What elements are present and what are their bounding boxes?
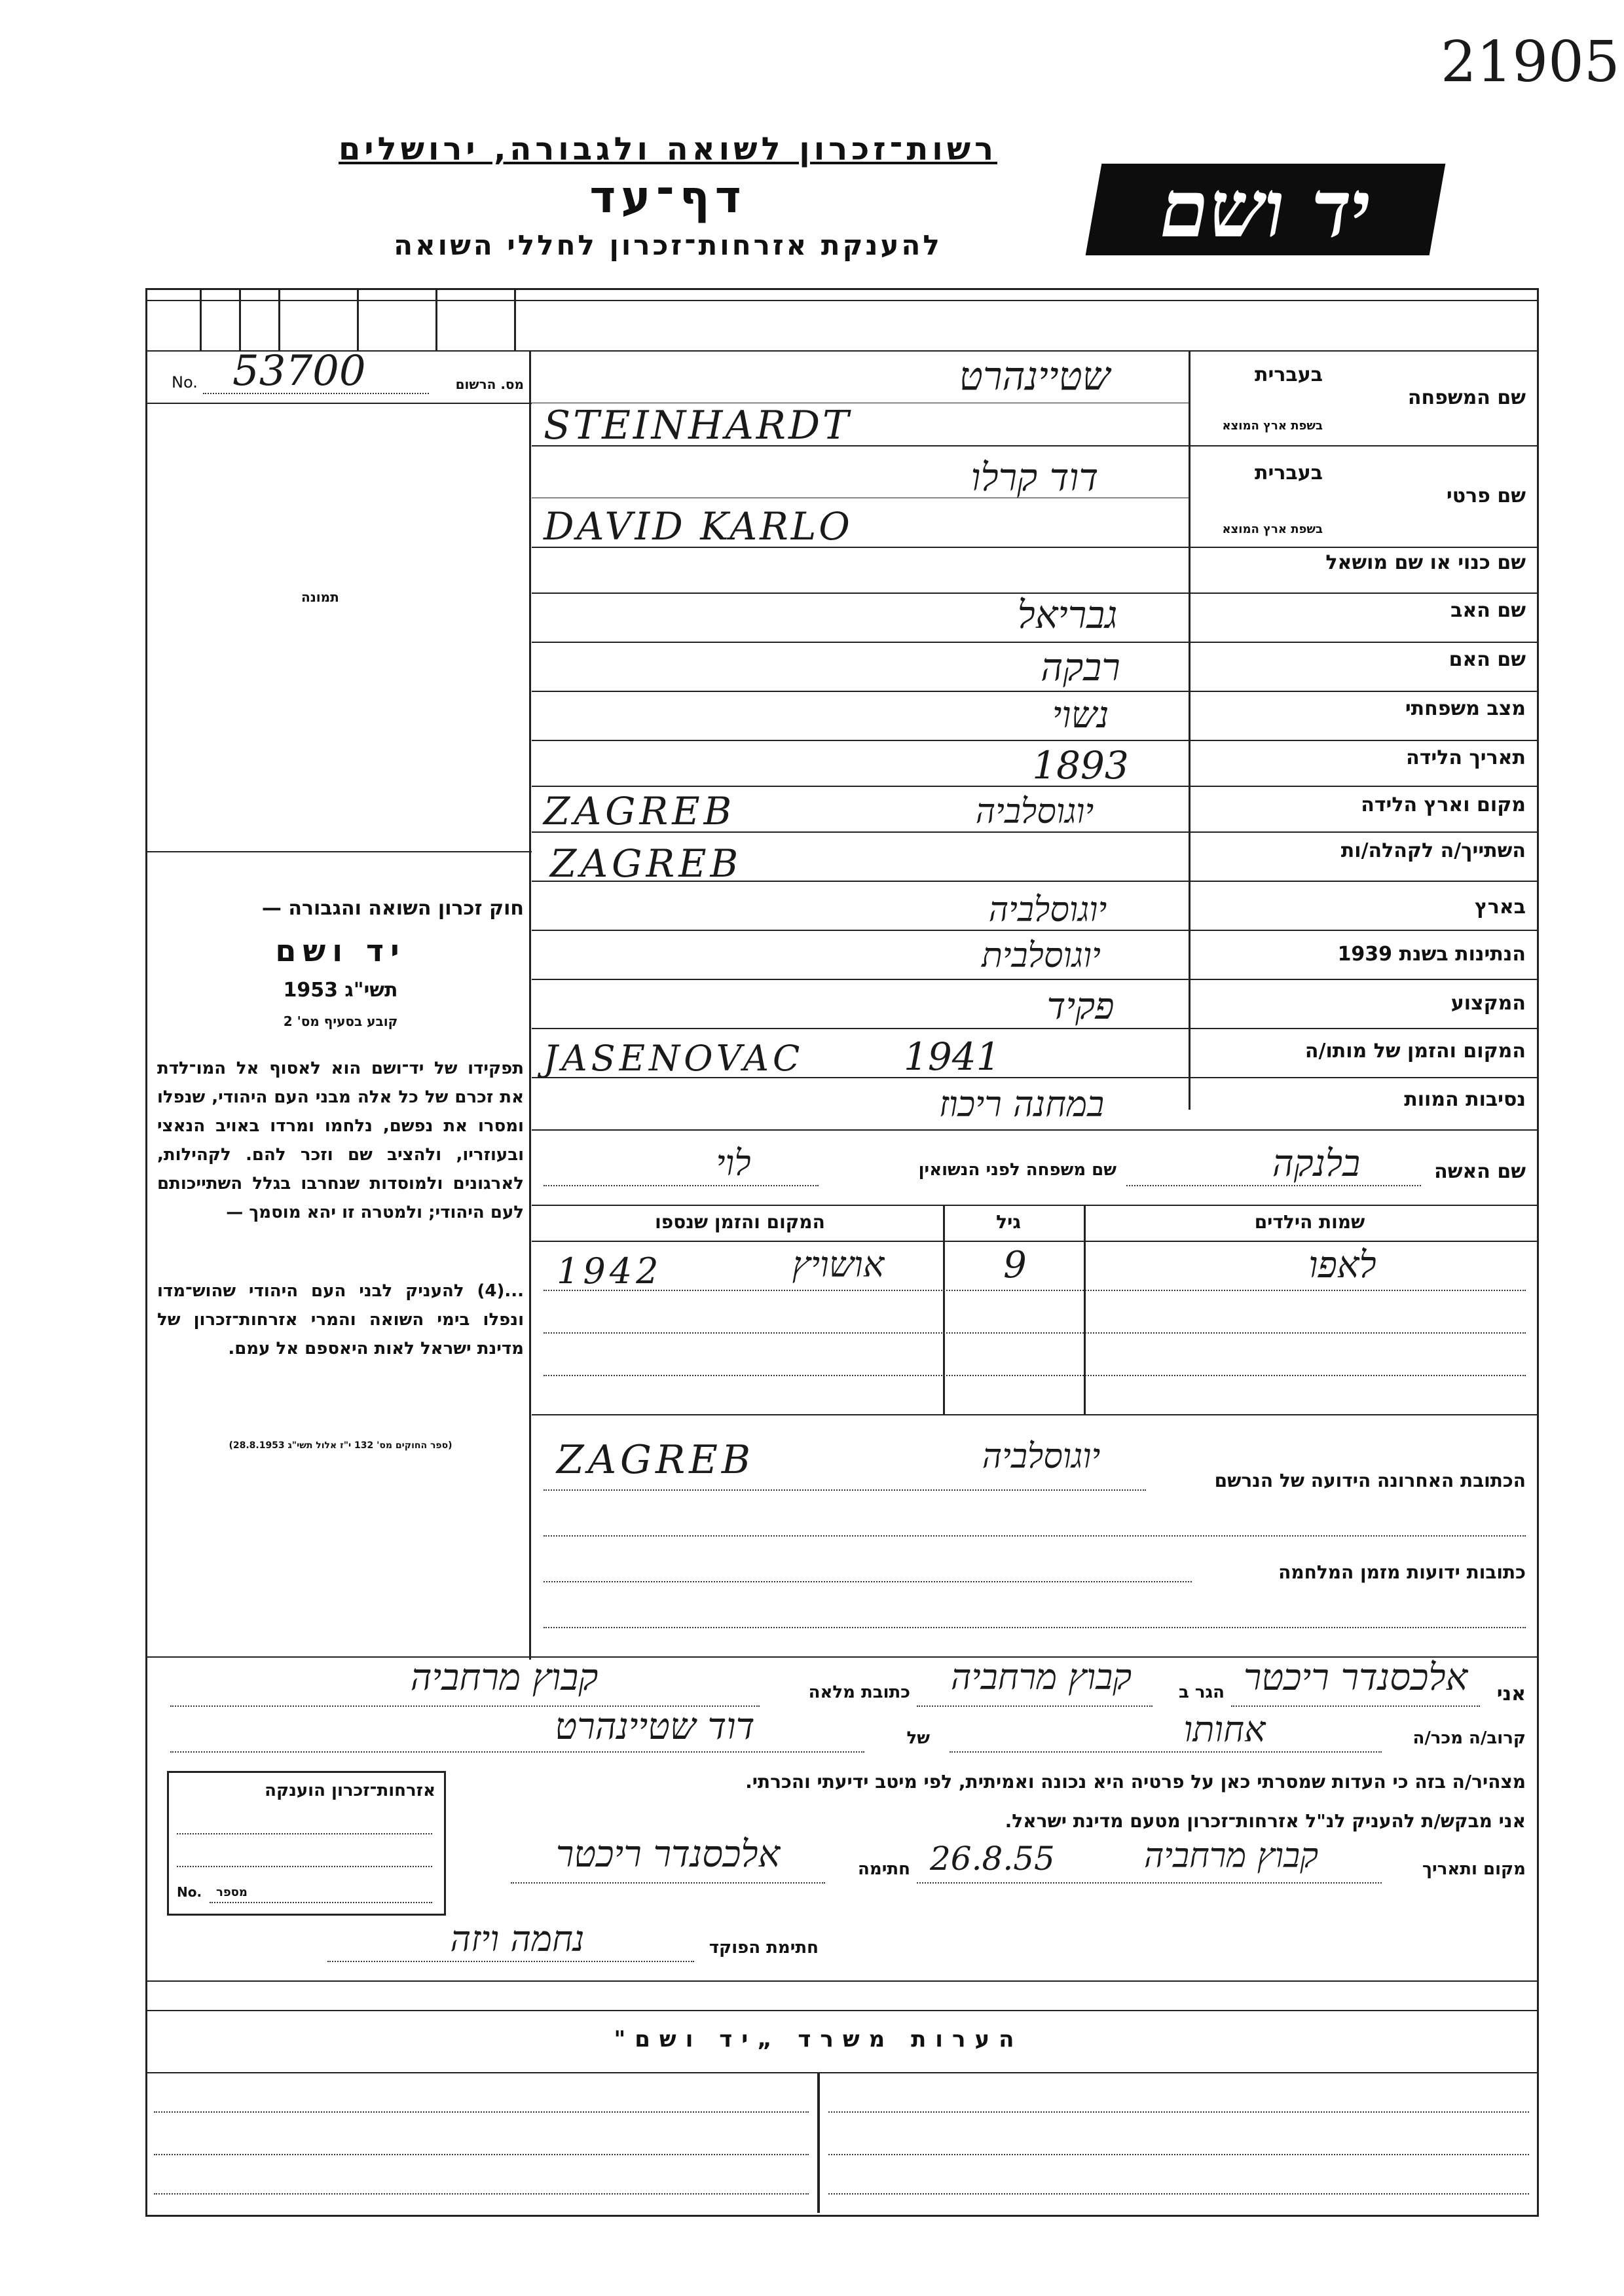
- of-label: של: [906, 1728, 930, 1748]
- left-column-divider: [529, 350, 531, 1660]
- law-citation: (ספר החוקים מס' 132 י"ז אלול תשי"ג 28.8.1953): [229, 1440, 452, 1451]
- address-label: כתובת מלאה: [808, 1683, 910, 1702]
- country-value: יוגוסלביה: [988, 890, 1107, 930]
- origin-label-2: בשפת ארץ המוצא: [1222, 522, 1323, 536]
- of-value: דוד שטיינהרט: [555, 1705, 755, 1748]
- mother-value: רבקה: [1041, 645, 1120, 689]
- children-age-header: גיל: [996, 1211, 1021, 1233]
- family-name-hebrew: שטיינהרט: [959, 354, 1111, 399]
- child-age: 9: [1003, 1244, 1027, 1286]
- children-names-header: שמות הילדים: [1254, 1211, 1365, 1233]
- family-name-label: שם המשפחה: [1407, 386, 1526, 409]
- country-label: בארץ: [1474, 896, 1526, 919]
- law-text-1: תפקידו של יד־ושם הוא לאסוף אל המו־לדת את זכרם של כל אלה מבני העם היהודי, שנפלו ומסרו את נפשם, נלחמו ומרדו באויב הנאצי ובעוזריו, ולהציב שם וזכר להם. לקהילות, לארגונים ולמוסדות שנחרבו בגלל השתייכותם לעם היהודי; ולמטרה זו יהא מוסמך —: [157, 1059, 524, 1222]
- citizenship-value: יוגוסלבית: [982, 936, 1101, 975]
- declarant-ani: אני: [1496, 1683, 1526, 1705]
- wife-value: בלנקה: [1272, 1142, 1361, 1185]
- family-name-origin: STEINHARDT: [544, 403, 852, 448]
- first-name-hebrew: דוד קרלו: [970, 455, 1099, 500]
- officer-signature: נחמה ויזה: [450, 1918, 585, 1959]
- photo-box-bottom: [145, 851, 532, 852]
- relative-label: קרוב/ה מכר/ה: [1412, 1728, 1526, 1748]
- declaration-place: קבוץ מרחביה: [1143, 1836, 1319, 1876]
- request-text: אני מבקש/ת להעניק לנ"ל אזרחות־זכרון מטעם מדינת ישראל.: [1005, 1810, 1526, 1832]
- yad-vashem-logo: יד ושם: [1086, 164, 1446, 255]
- maiden-label: שם משפחה לפני הנשואין: [918, 1160, 1116, 1180]
- registration-row-bottom: [145, 403, 532, 404]
- authority-title: רשות־זכרון לשואה ולגבורה, ירושלים: [338, 131, 998, 168]
- place-date-label: מקום ותאריך: [1422, 1859, 1526, 1879]
- resident-label: הגר ב: [1178, 1683, 1225, 1702]
- hebrew-label-1: בעברית: [1255, 363, 1323, 386]
- registration-label: מס. הרשום: [455, 376, 524, 392]
- community-label: השתייך/ה לקהלה/ות: [1340, 839, 1526, 862]
- birthplace-country: יוגוסלביה: [975, 792, 1094, 831]
- maiden-value: לוי: [716, 1142, 751, 1184]
- birthdate-value: 1893: [1032, 743, 1129, 788]
- resident-value: קבוץ מרחביה: [950, 1656, 1132, 1698]
- citizenship-box-no: No.: [177, 1884, 202, 1900]
- photo-label: תמונה: [301, 589, 339, 605]
- law-name: יד ושם: [275, 933, 406, 968]
- code-boxes: [160, 288, 534, 350]
- law-text-2: ...(4) להעניק לבני העם היהודי שהוש־מדו ונפלו בימי השואה והמרי אזרחות־זכרון של מדינת ישראל לאות היאספם אל עמם.: [157, 1281, 524, 1358]
- father-value: גבריאל: [1017, 592, 1118, 637]
- declarant-name: אלכסנדר ריכטר: [1243, 1656, 1468, 1699]
- address-value: קבוץ מרחביה: [410, 1656, 599, 1699]
- profession-label: המקצוע: [1450, 992, 1526, 1015]
- children-col-2: [943, 1205, 945, 1414]
- community-value: ZAGREB: [550, 841, 743, 886]
- citizenship-label: הנתינות בשנת 1939: [1337, 943, 1526, 966]
- hebrew-label-2: בעברית: [1255, 462, 1323, 484]
- children-place-header: המקום והזמן שנספו: [655, 1211, 825, 1233]
- child-name: לאפו: [1308, 1244, 1376, 1286]
- registration-number: 53700: [232, 347, 366, 395]
- last-address-country: יוגוסלביה: [982, 1437, 1101, 1476]
- declarant-signature: אלכסנדר ריכטר: [555, 1833, 781, 1876]
- birthdate-label: תאריך הלידה: [1406, 746, 1526, 769]
- death-place: JASENOVAC: [544, 1038, 804, 1079]
- law-year: תשי"ג 1953: [283, 979, 398, 1002]
- officer-label: חתימת הפוקד: [709, 1938, 819, 1958]
- origin-label-1: בשפת ארץ המוצא: [1222, 419, 1323, 433]
- death-label: המקום והזמן של מותו/ה: [1304, 1040, 1526, 1063]
- declaration-text: מצהיר/ה בזה כי העדות שמסרתי כאן על פרטיה היא נכונה ואמיתית, לפי מיטב ידיעתי והכרתי.: [745, 1771, 1526, 1793]
- notes-divider: [817, 2072, 820, 2213]
- form-title: דף־עד: [589, 172, 747, 223]
- law-title: חוק זכרון השואה והגבורה —: [261, 897, 524, 920]
- wartime-label: כתובות ידועות מזמן המלחמה: [1278, 1561, 1526, 1583]
- father-label: שם האב: [1450, 599, 1526, 622]
- first-name-label: שם פרטי: [1446, 484, 1526, 507]
- sheet-number: 21905: [1441, 29, 1620, 95]
- marital-value: נשוי: [1052, 694, 1109, 737]
- last-address-city: ZAGREB: [557, 1437, 755, 1483]
- death-year: 1941: [904, 1034, 1001, 1079]
- relation-value: אחותו: [1183, 1709, 1266, 1750]
- declaration-date: 26.8.55: [930, 1840, 1055, 1878]
- circumstances-value: במחנה ריכוז: [938, 1084, 1105, 1125]
- registration-no-label: No.: [172, 373, 198, 392]
- signature-label: חתימה: [858, 1859, 910, 1879]
- profession-value: פקיד: [1046, 985, 1115, 1028]
- child-death-year: 1942: [557, 1250, 663, 1292]
- marital-label: מצב משפחתי: [1405, 697, 1526, 720]
- child-death-place: אושויץ: [792, 1244, 885, 1285]
- birthplace-label: מקום וארץ הלידה: [1361, 793, 1526, 816]
- citizenship-box-title: אזרחות־זכרון הוענקה: [265, 1781, 435, 1800]
- children-col-1: [1084, 1205, 1086, 1414]
- law-section: קובע בסעיף מס' 2: [283, 1013, 398, 1029]
- wife-label: שם האשה: [1434, 1160, 1526, 1183]
- form-subtitle: להענקת אזרחות־זכרון לחללי השואה: [394, 229, 942, 261]
- label-column-divider: [1189, 350, 1190, 1110]
- circumstances-label: נסיבות המוות: [1404, 1088, 1526, 1111]
- last-address-label: הכתובת האחרונה הידועה של הנרשם: [1214, 1470, 1526, 1491]
- first-name-origin: DAVID KARLO: [544, 504, 853, 549]
- office-notes-title: הערות משרד „יד ושם": [614, 2026, 1024, 2052]
- nickname-label: שם כנוי או שם מושאל: [1325, 551, 1526, 574]
- mother-label: שם האם: [1449, 648, 1526, 671]
- citizenship-box-number: מספר: [216, 1886, 248, 1899]
- birthplace-city: ZAGREB: [544, 789, 736, 833]
